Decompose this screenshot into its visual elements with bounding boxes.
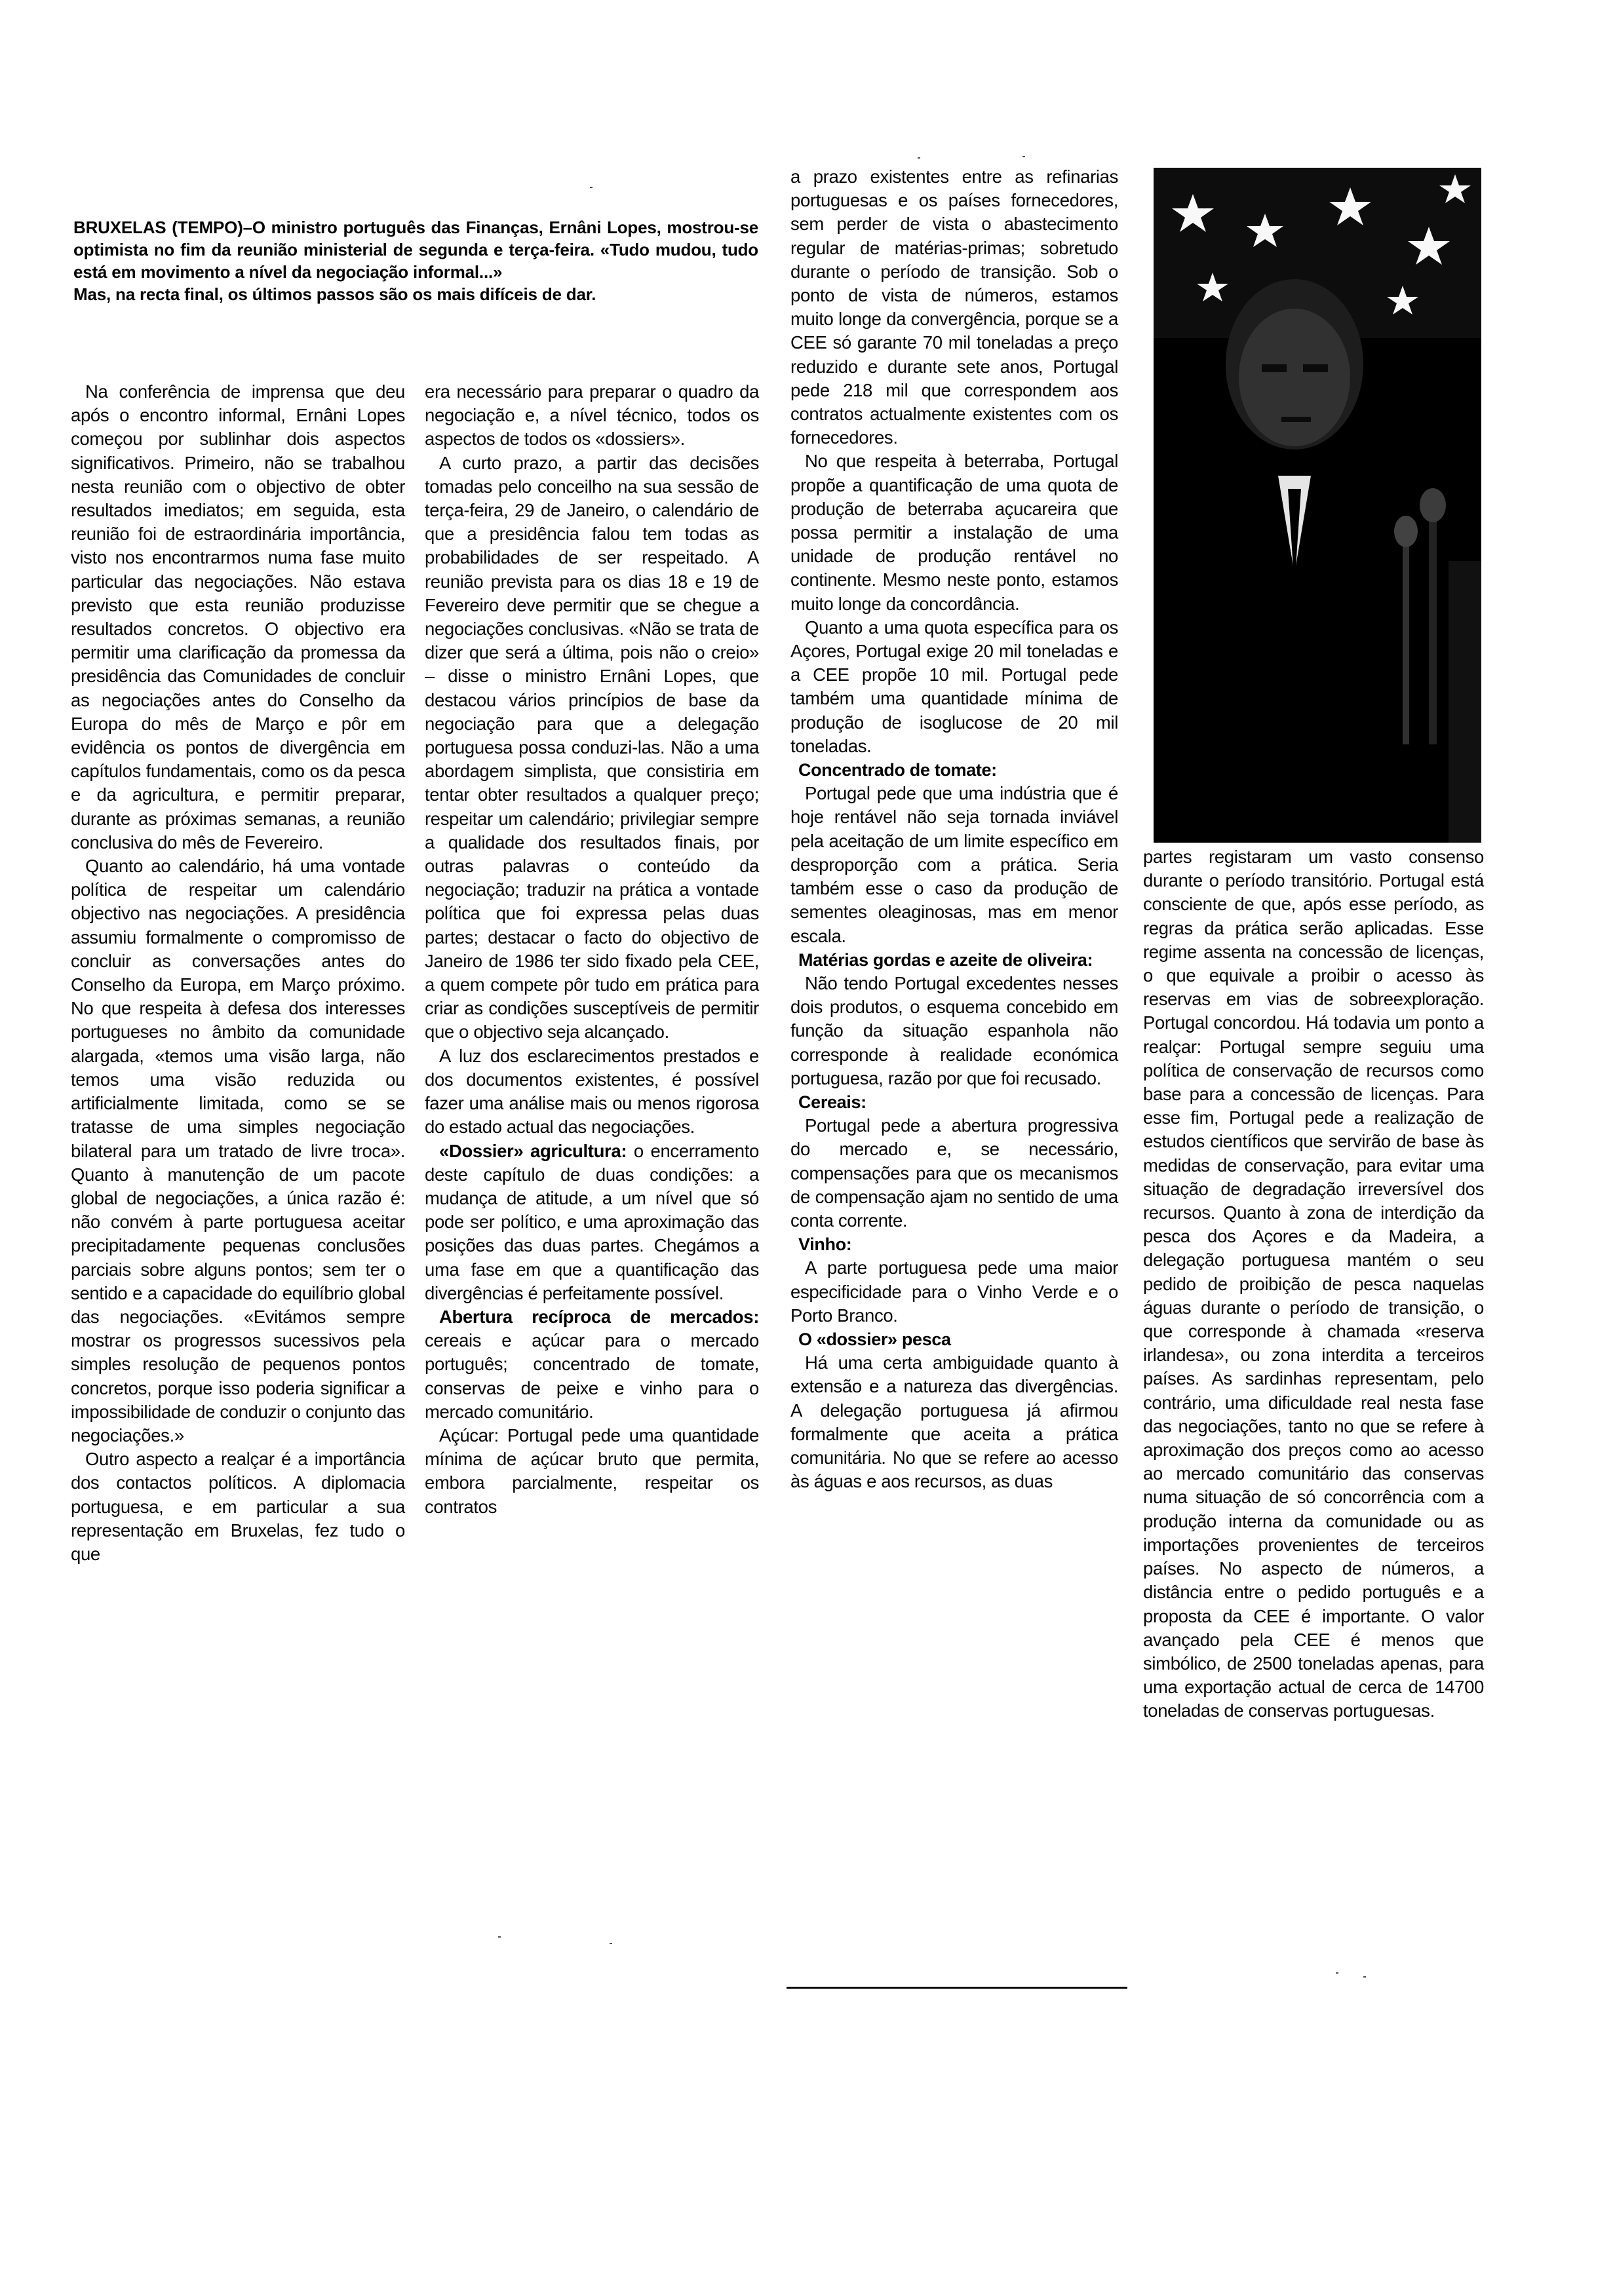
scan-speck	[1336, 1972, 1338, 1974]
paragraph: A luz dos esclarecimentos prestados e dos documentos existentes, é possível fazer uma análise mais ou menos rigorosa do estado actual das negociações.	[425, 1045, 759, 1138]
photo-illustration	[1154, 168, 1481, 843]
paragraph: Não tendo Portugal excedentes nesses dois produtos, o esquema concebido em função da situação espanhola não corresponde à realidade económica portuguesa, razão por que foi recusado.	[790, 972, 1118, 1088]
lead-subheading: Mas, na recta final, os últimos passos são os mais difíceis de dar.	[73, 284, 596, 304]
paragraph: Açúcar: Portugal pede uma quantidade mínima de açúcar bruto que permita, embora parcialmente, respeitar os contratos	[425, 1425, 759, 1517]
scan-speck	[610, 1943, 612, 1944]
section-heading: O «dossier» pesca	[798, 1329, 951, 1349]
paragraph: No que respeita à beterraba, Portugal propõe a quantificação de uma quota de produção de beterraba açucareira que possa permitir a instalação de uma unidade de produção rentável no continente. Mesmo neste ponto, estamos muito longe da concordância.	[790, 451, 1118, 614]
paragraph: a prazo existentes entre as refinarias portuguesas e os países fornecedores, sem perder de vista o abastecimento regular de matérias-primas; sobretudo durante o período de transição. Sob o ponto de vista de números, estamos muito longe da convergência, porque se a CEE só garante 70 mil toneladas a preço reduzido e durante sete anos, Portugal pede 218 mil que correspondem aos contratos actualmente existentes com os fornecedores.	[790, 166, 1118, 448]
paragraph: Portugal pede que uma indústria que é hoje rentável não seja tornada inviável pela aceitação de um limite específico em desproporção com a prática. Seria também esse o caso da produção de sementes oleaginosas, mas em menor escala.	[790, 783, 1118, 946]
text-column-4	[1143, 845, 1484, 1723]
scan-speck	[1363, 1976, 1366, 1978]
paragraph: Outro aspecto a realçar é a importância dos contactos políticos. A diplomacia portuguesa, e em particular a sua representação em Bruxelas, fez tudo o que	[71, 1449, 405, 1564]
lead-paragraph: BRUXELAS (TEMPO)–O ministro português das Finanças, Ernâni Lopes, mostrou-se optimista no fim da reunião ministerial de segunda e terça-feira. «Tudo mudou, tudo está em movimento a nível da negociação informal...»	[73, 218, 758, 282]
paragraph: Portugal pede a abertura progressiva do mercado e, se necessário, compensações para que os mecanismos de compensação ajam no sentido de uma conta corrente.	[790, 1115, 1118, 1231]
text-column-2	[425, 380, 759, 1519]
section-heading: Cereais:	[798, 1092, 866, 1112]
paragraph: era necessário para preparar o quadro da negociação e, a nível técnico, todos os aspectos de todos os «dossiers».	[425, 381, 759, 450]
scan-speck	[918, 157, 920, 159]
paragraph: A parte portuguesa pede uma maior especificidade para o Vinho Verde e o Porto Branco.	[790, 1257, 1118, 1326]
paragraph	[425, 1305, 759, 1424]
scan-speck	[498, 1936, 501, 1938]
paragraph: partes registaram um vasto consenso durante o período transitório. Portugal está consciente de que, após esse período, as regras da prática serão aplicadas. Esse regime assenta na concessão de licenças, o que equivale a proibir o acesso às reservas em vias de sobreexploração. Portugal concordou. Há todavia um ponto a realçar: Portugal sempre seguiu uma política de conservação de recursos como base para a concessão de licenças. Para esse fim, Portugal pede a realização de estudos científicos que servirão de base às medidas de conservação, para evitar uma situação de degradação irreversível dos recursos. Quanto à zona de interdição da pesca dos Açores e da Madeira, a delegação portuguesa mantém o seu pedido de proibição de pesca naquelas águas durante o período de transição, o que corresponde à chamada «reserva irlandesa», ou zona interdita a terceiros países. As sardinhas representam, pelo contrário, uma dificuldade real nesta fase das negociações, tanto no que se refere à aproximação dos preços como ao acesso ao mercado comunitário das conservas numa situação de só concorrência com a produção interna da comunidade ou as importações provenientes de terceiros países. No aspecto de números, a distância entre o pedido português e a proposta da CEE é importante. O valor avançado pela CEE é menos que simbólico, de 2500 toneladas apenas, para uma exportação actual de cerca de 14700 toneladas de conservas portuguesas.	[1143, 847, 1484, 1721]
section-heading: Concentrado de tomate:	[798, 760, 997, 780]
paragraph-text: cereais e açúcar para o mercado português; concentrado de tomate, conservas de peixe e vinho para o mercado comunitário.	[425, 1330, 759, 1422]
paragraph-text: o encerramento deste capítulo de duas condições: a mudança de atitude, a um nível que só pode ser político, e uma aproximação das posições das duas partes. Chegámos a uma fase em que a quantificação das divergências é perfeitamente possível.	[425, 1140, 759, 1303]
text-column-1	[71, 380, 405, 1566]
article-lead	[73, 216, 758, 305]
scan-speck	[590, 187, 593, 188]
minister-photo	[1154, 168, 1481, 843]
column-rule	[787, 1987, 1127, 1989]
paragraph: Quanto ao calendário, há uma vontade política de respeitar um calendário objectivo nas negociações. A presidência assumiu formalmente o compromisso de concluir as conversações antes do Conselho da Europa, em Março próximo. No que respeita à defesa dos interesses portugueses no âmbito da comunidade alargada, «temos uma visão larga, não temos uma visão reduzida ou artificialmente limitada, como se se tratasse de uma simples negociação bilateral para um tratado de livre troca». Quanto à manutenção de um pacote global de negociações, a única razão é: não convém à parte portuguesa aceitar precipitadamente pequenas conclusões parciais sobre alguns pontos; sem ter o sentido e a capacidade do equilíbrio global das negociações. «Evitámos sempre mostrar os progressos sucessivos pela simples resolução de pequenos pontos concretos, porque isso poderia significar a impossibilidade de conduzir o conjunto das negociações.»	[71, 856, 405, 1445]
scan-speck	[1022, 156, 1025, 157]
paragraph	[425, 1139, 759, 1305]
text-column-3	[790, 165, 1118, 1493]
section-heading: Vinho:	[798, 1234, 852, 1255]
inline-heading: Abertura recíproca de mercados:	[439, 1306, 759, 1327]
paragraph: A curto prazo, a partir das decisões tomadas pelo conceilho na sua sessão de terça-feira, 29 de Janeiro, o calendário de que a presidência falou tem todas as probabilidades de ser respeitado. A reunião prevista para os dias 18 e 19 de Fevereiro deve permitir que se chegue a negociações conclusivas. «Não se trata de dizer que será a última, pois não o creio» – disse o ministro Ernâni Lopes, que destacou vários princípios de base da negociação para que a delegação portuguesa possa conduzi-las. Não a uma abordagem simplista, que consistiria em tentar obter resultados a qualquer preço; respeitar um calendário; privilegiar sempre a qualidade dos resultados finais, por outras palavras o conteúdo da negociação; traduzir na prática a vontade política que foi expressa pelas duas partes; destacar o facto do objectivo de Janeiro de 1986 ter sido fixado pela CEE, a quem compete pôr tudo em prática para criar as condições susceptíveis de permitir que o objectivo seja alcançado.	[425, 452, 759, 1043]
paragraph: Quanto a uma quota específica para os Açores, Portugal exige 20 mil toneladas e a CEE propõe 10 mil. Portugal pede também uma quantidade mínima de produção de isoglucose de 20 mil toneladas.	[790, 617, 1118, 756]
section-heading: Matérias gordas e azeite de oliveira:	[798, 949, 1093, 970]
paragraph: Na conferência de imprensa que deu após o encontro informal, Ernâni Lopes começou por sublinhar dois aspectos significativos. Primeiro, não se trabalhou nesta reunião com o objectivo de obter resultados imediatos; em seguida, esta reunião foi de estraordinária importância, visto nos encontrarmos numa fase muito particular das negociações. Não estava previsto que esta reunião produzisse resultados concretos. O objectivo era permitir uma clarificação da promessa da presidência das Comunidades de concluir as negociações antes do Conselho da Europa do mês de Março e pôr em evidência os pontos de divergência em capítulos fundamentais, como os da pesca e da agricultura, e permitir preparar, durante as próximas semanas, a reunião conclusiva do mês de Fevereiro.	[71, 381, 405, 852]
paragraph: Há uma certa ambiguidade quanto à extensão e a natureza das divergências. A delegação portuguesa já afirmou formalmente que aceita a prática comunitária. No que se refere ao acesso às águas e aos recursos, as duas	[790, 1352, 1118, 1492]
inline-heading: «Dossier» agricultura:	[439, 1140, 627, 1161]
